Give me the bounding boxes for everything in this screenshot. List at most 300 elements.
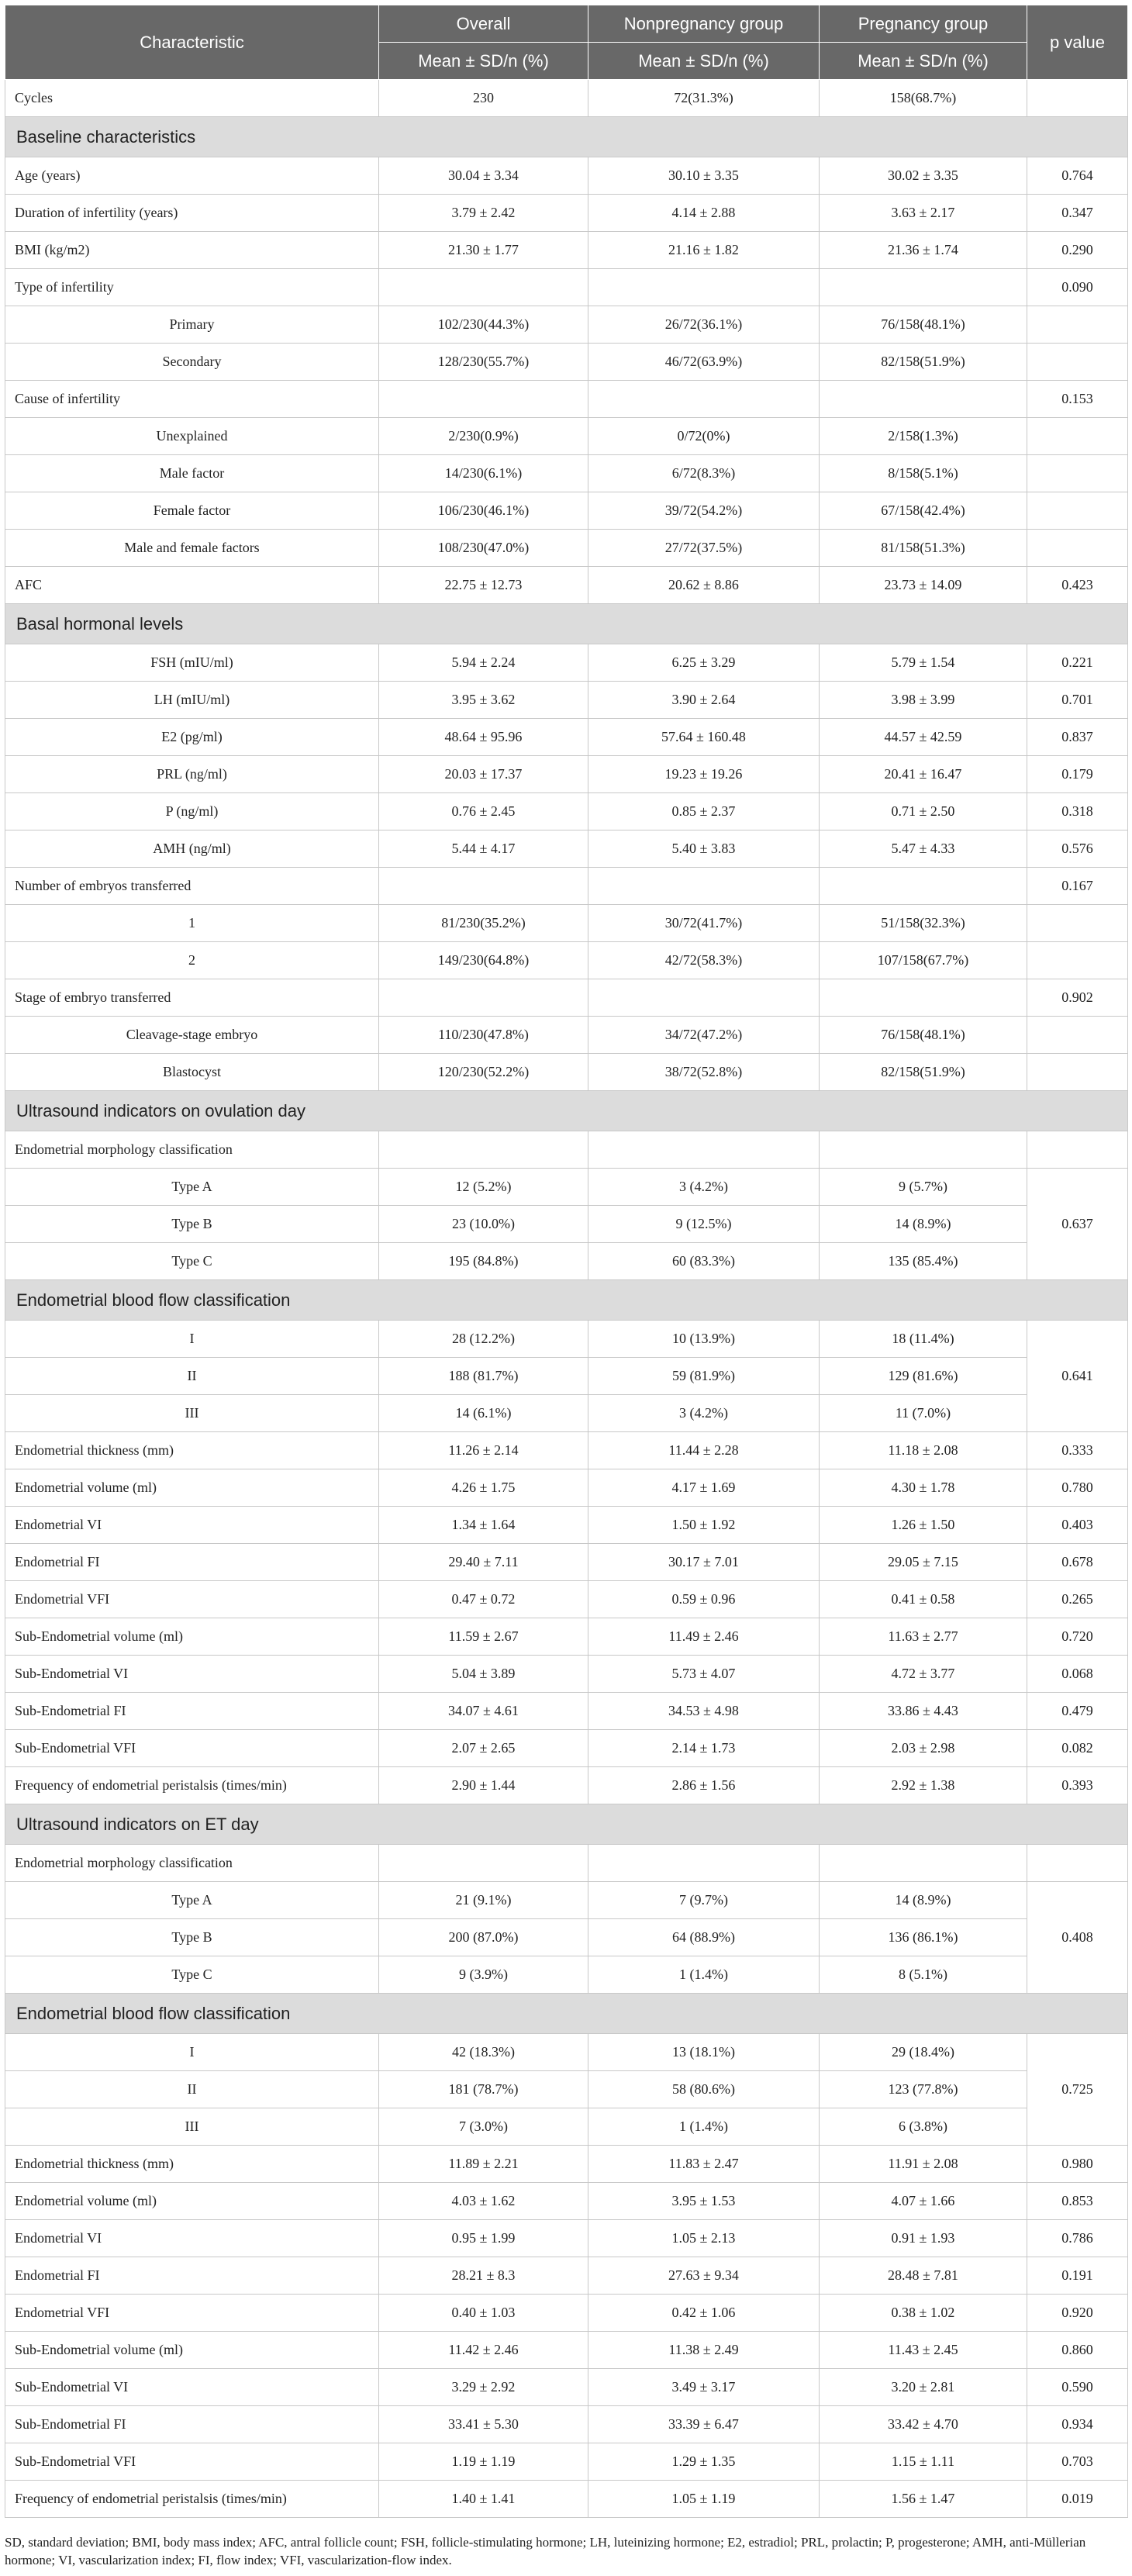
cell-overall: 28 (12.2%) bbox=[379, 1321, 588, 1358]
cell-nonpregnancy: 59 (81.9%) bbox=[588, 1358, 820, 1395]
table-row bbox=[5, 1206, 1128, 1243]
cell-overall: 3.29 ± 2.92 bbox=[379, 2369, 588, 2406]
row-label: Endometrial FI bbox=[5, 1544, 379, 1581]
row-label: I bbox=[5, 1321, 379, 1358]
row-label: Secondary bbox=[5, 344, 379, 381]
cell-pregnancy bbox=[820, 1131, 1027, 1169]
row-label: Endometrial VI bbox=[5, 2220, 379, 2257]
table-row bbox=[5, 2295, 1128, 2332]
row-label: Type B bbox=[5, 1919, 379, 1956]
header-p-value: p value bbox=[1027, 5, 1128, 80]
cell-overall: 128/230(55.7%) bbox=[379, 344, 588, 381]
cell-overall: 21.30 ± 1.77 bbox=[379, 232, 588, 269]
cell-pregnancy: 67/158(42.4%) bbox=[820, 492, 1027, 530]
cell-nonpregnancy: 30.10 ± 3.35 bbox=[588, 157, 820, 195]
cell-overall bbox=[379, 269, 588, 306]
row-label: AMH (ng/ml) bbox=[5, 830, 379, 868]
row-label: Unexplained bbox=[5, 418, 379, 455]
table-row bbox=[5, 2481, 1128, 2518]
cell-nonpregnancy: 0.59 ± 0.96 bbox=[588, 1581, 820, 1618]
row-label: Sub-Endometrial VI bbox=[5, 2369, 379, 2406]
table-row bbox=[5, 1054, 1128, 1091]
cell-overall: 108/230(47.0%) bbox=[379, 530, 588, 567]
cell-nonpregnancy bbox=[588, 1845, 820, 1882]
row-label: Age (years) bbox=[5, 157, 379, 195]
cell-pregnancy: 136 (86.1%) bbox=[820, 1919, 1027, 1956]
cell-p-value: 0.920 bbox=[1027, 2295, 1128, 2332]
row-label: AFC bbox=[5, 567, 379, 604]
cell-nonpregnancy: 3 (4.2%) bbox=[588, 1395, 820, 1432]
table-row bbox=[5, 1693, 1128, 1730]
row-label: Type C bbox=[5, 1243, 379, 1280]
row-label: Type A bbox=[5, 1882, 379, 1919]
cell-overall: 12 (5.2%) bbox=[379, 1169, 588, 1206]
cell-nonpregnancy bbox=[588, 979, 820, 1017]
cell-p-value bbox=[1027, 905, 1128, 942]
cell-nonpregnancy: 0.42 ± 1.06 bbox=[588, 2295, 820, 2332]
cell-nonpregnancy: 0/72(0%) bbox=[588, 418, 820, 455]
cell-p-value: 0.090 bbox=[1027, 269, 1128, 306]
table-row bbox=[5, 2183, 1128, 2220]
cell-pregnancy: 82/158(51.9%) bbox=[820, 1054, 1027, 1091]
cell-pregnancy: 129 (81.6%) bbox=[820, 1358, 1027, 1395]
cell-nonpregnancy bbox=[588, 868, 820, 905]
cell-overall: 29.40 ± 7.11 bbox=[379, 1544, 588, 1581]
row-label: Sub-Endometrial FI bbox=[5, 1693, 379, 1730]
characteristics-table bbox=[5, 5, 1128, 2518]
cell-pregnancy: 0.71 ± 2.50 bbox=[820, 793, 1027, 830]
cell-pregnancy bbox=[820, 1845, 1027, 1882]
cell-nonpregnancy: 1 (1.4%) bbox=[588, 2108, 820, 2146]
cell-nonpregnancy: 5.40 ± 3.83 bbox=[588, 830, 820, 868]
cell-overall: 14 (6.1%) bbox=[379, 1395, 588, 1432]
table-row bbox=[5, 455, 1128, 492]
cell-nonpregnancy: 1.29 ± 1.35 bbox=[588, 2443, 820, 2481]
cell-pregnancy: 33.86 ± 4.43 bbox=[820, 1693, 1027, 1730]
cell-p-value: 0.701 bbox=[1027, 682, 1128, 719]
row-label: Type A bbox=[5, 1169, 379, 1206]
cell-nonpregnancy: 42/72(58.3%) bbox=[588, 942, 820, 979]
cell-nonpregnancy: 34/72(47.2%) bbox=[588, 1017, 820, 1054]
row-label: Endometrial volume (ml) bbox=[5, 1469, 379, 1507]
table-row bbox=[5, 1507, 1128, 1544]
cell-pregnancy: 3.20 ± 2.81 bbox=[820, 2369, 1027, 2406]
cell-overall: 1.34 ± 1.64 bbox=[379, 1507, 588, 1544]
row-label: Sub-Endometrial volume (ml) bbox=[5, 1618, 379, 1656]
cell-pregnancy: 135 (85.4%) bbox=[820, 1243, 1027, 1280]
cell-nonpregnancy: 38/72(52.8%) bbox=[588, 1054, 820, 1091]
cell-pregnancy: 107/158(67.7%) bbox=[820, 942, 1027, 979]
table-row bbox=[5, 830, 1128, 868]
cell-overall bbox=[379, 868, 588, 905]
table-row bbox=[5, 2220, 1128, 2257]
cell-pregnancy: 8/158(5.1%) bbox=[820, 455, 1027, 492]
cell-p-value bbox=[1027, 418, 1128, 455]
cell-overall: 5.44 ± 4.17 bbox=[379, 830, 588, 868]
cell-overall: 102/230(44.3%) bbox=[379, 306, 588, 344]
cell-nonpregnancy: 30.17 ± 7.01 bbox=[588, 1544, 820, 1581]
table-row bbox=[5, 1919, 1128, 1956]
table-row bbox=[5, 1395, 1128, 1432]
cell-pregnancy: 0.41 ± 0.58 bbox=[820, 1581, 1027, 1618]
table-row bbox=[5, 719, 1128, 756]
header-overall: Overall bbox=[379, 5, 588, 43]
table-row bbox=[5, 1767, 1128, 1804]
cell-pregnancy: 21.36 ± 1.74 bbox=[820, 232, 1027, 269]
header-nonpregnancy-sub: Mean ± SD/n (%) bbox=[588, 43, 820, 80]
row-label: Male and female factors bbox=[5, 530, 379, 567]
cell-pregnancy: 4.30 ± 1.78 bbox=[820, 1469, 1027, 1507]
cell-nonpregnancy: 57.64 ± 160.48 bbox=[588, 719, 820, 756]
cell-pregnancy bbox=[820, 868, 1027, 905]
table-row bbox=[5, 1017, 1128, 1054]
cell-pregnancy: 82/158(51.9%) bbox=[820, 344, 1027, 381]
cell-pregnancy bbox=[820, 269, 1027, 306]
row-label: Endometrial VFI bbox=[5, 1581, 379, 1618]
cell-p-value bbox=[1027, 80, 1128, 117]
table-row bbox=[5, 1358, 1128, 1395]
row-label: Sub-Endometrial VFI bbox=[5, 1730, 379, 1767]
cell-pregnancy: 11.63 ± 2.77 bbox=[820, 1618, 1027, 1656]
cell-nonpregnancy: 5.73 ± 4.07 bbox=[588, 1656, 820, 1693]
cell-pregnancy: 5.79 ± 1.54 bbox=[820, 644, 1027, 682]
cell-overall: 21 (9.1%) bbox=[379, 1882, 588, 1919]
table-row bbox=[5, 1581, 1128, 1618]
cell-pregnancy: 14 (8.9%) bbox=[820, 1206, 1027, 1243]
row-label: Type of infertility bbox=[5, 269, 379, 306]
cell-pregnancy: 3.63 ± 2.17 bbox=[820, 195, 1027, 232]
cell-p-value bbox=[1027, 1845, 1128, 1882]
cell-nonpregnancy: 1.05 ± 2.13 bbox=[588, 2220, 820, 2257]
cell-nonpregnancy: 3 (4.2%) bbox=[588, 1169, 820, 1206]
cell-p-value: 0.191 bbox=[1027, 2257, 1128, 2295]
table-row bbox=[5, 942, 1128, 979]
table-row bbox=[5, 195, 1128, 232]
cell-p-value: 0.068 bbox=[1027, 1656, 1128, 1693]
row-label: Endometrial thickness (mm) bbox=[5, 1432, 379, 1469]
table-header bbox=[5, 5, 1128, 80]
table-row bbox=[5, 492, 1128, 530]
cell-pregnancy: 33.42 ± 4.70 bbox=[820, 2406, 1027, 2443]
table-row bbox=[5, 530, 1128, 567]
table-row bbox=[5, 1432, 1128, 1469]
cell-overall: 7 (3.0%) bbox=[379, 2108, 588, 2146]
row-label: Type C bbox=[5, 1956, 379, 1994]
table-row bbox=[5, 1321, 1128, 1358]
row-label: I bbox=[5, 2034, 379, 2071]
cell-overall: 5.04 ± 3.89 bbox=[379, 1656, 588, 1693]
table-row bbox=[5, 80, 1128, 117]
cell-nonpregnancy: 1.05 ± 1.19 bbox=[588, 2481, 820, 2518]
cell-overall bbox=[379, 1131, 588, 1169]
table-row bbox=[5, 1469, 1128, 1507]
row-label: Stage of embryo transferred bbox=[5, 979, 379, 1017]
row-label: LH (mIU/ml) bbox=[5, 682, 379, 719]
cell-nonpregnancy: 4.14 ± 2.88 bbox=[588, 195, 820, 232]
cell-nonpregnancy: 26/72(36.1%) bbox=[588, 306, 820, 344]
cell-pregnancy: 1.15 ± 1.11 bbox=[820, 2443, 1027, 2481]
cell-overall: 14/230(6.1%) bbox=[379, 455, 588, 492]
cell-overall: 200 (87.0%) bbox=[379, 1919, 588, 1956]
row-label: Sub-Endometrial FI bbox=[5, 2406, 379, 2443]
cell-pregnancy: 28.48 ± 7.81 bbox=[820, 2257, 1027, 2295]
cell-overall bbox=[379, 1845, 588, 1882]
row-label: Cleavage-stage embryo bbox=[5, 1017, 379, 1054]
cell-p-value: 0.221 bbox=[1027, 644, 1128, 682]
row-label: Endometrial morphology classification bbox=[5, 1845, 379, 1882]
table-row bbox=[5, 2332, 1128, 2369]
cell-p-value: 0.082 bbox=[1027, 1730, 1128, 1767]
cell-overall: 11.26 ± 2.14 bbox=[379, 1432, 588, 1469]
table-row bbox=[5, 306, 1128, 344]
section-title: Ultrasound indicators on ET day bbox=[5, 1804, 1128, 1845]
cell-pregnancy: 5.47 ± 4.33 bbox=[820, 830, 1027, 868]
row-label: Sub-Endometrial VFI bbox=[5, 2443, 379, 2481]
header-pregnancy: Pregnancy group bbox=[820, 5, 1027, 43]
cell-nonpregnancy: 34.53 ± 4.98 bbox=[588, 1693, 820, 1730]
table-row bbox=[5, 1730, 1128, 1767]
cell-p-value bbox=[1027, 942, 1128, 979]
cell-pregnancy: 14 (8.9%) bbox=[820, 1882, 1027, 1919]
cell-p-value: 0.641 bbox=[1027, 1321, 1128, 1432]
table-row bbox=[5, 2257, 1128, 2295]
cell-p-value: 0.720 bbox=[1027, 1618, 1128, 1656]
cell-nonpregnancy bbox=[588, 1131, 820, 1169]
row-label: Type B bbox=[5, 1206, 379, 1243]
table-row bbox=[5, 979, 1128, 1017]
cell-overall: 0.40 ± 1.03 bbox=[379, 2295, 588, 2332]
row-label: III bbox=[5, 2108, 379, 2146]
cell-p-value: 0.403 bbox=[1027, 1507, 1128, 1544]
cell-nonpregnancy: 60 (83.3%) bbox=[588, 1243, 820, 1280]
cell-overall: 28.21 ± 8.3 bbox=[379, 2257, 588, 2295]
cell-p-value: 0.860 bbox=[1027, 2332, 1128, 2369]
row-label: II bbox=[5, 2071, 379, 2108]
table-row bbox=[5, 868, 1128, 905]
cell-p-value: 0.265 bbox=[1027, 1581, 1128, 1618]
row-label: III bbox=[5, 1395, 379, 1432]
cell-pregnancy: 76/158(48.1%) bbox=[820, 1017, 1027, 1054]
header-overall-sub: Mean ± SD/n (%) bbox=[379, 43, 588, 80]
cell-p-value: 0.637 bbox=[1027, 1169, 1128, 1280]
row-label: Number of embryos transferred bbox=[5, 868, 379, 905]
cell-nonpregnancy: 11.83 ± 2.47 bbox=[588, 2146, 820, 2183]
cell-nonpregnancy: 39/72(54.2%) bbox=[588, 492, 820, 530]
row-label: PRL (ng/ml) bbox=[5, 756, 379, 793]
cell-pregnancy: 2.03 ± 2.98 bbox=[820, 1730, 1027, 1767]
cell-nonpregnancy: 11.44 ± 2.28 bbox=[588, 1432, 820, 1469]
section-row bbox=[5, 604, 1128, 644]
section-title: Baseline characteristics bbox=[5, 117, 1128, 157]
row-label: Frequency of endometrial peristalsis (times/min) bbox=[5, 1767, 379, 1804]
table-row bbox=[5, 793, 1128, 830]
cell-p-value: 0.153 bbox=[1027, 381, 1128, 418]
cell-overall: 2.90 ± 1.44 bbox=[379, 1767, 588, 1804]
cell-pregnancy: 123 (77.8%) bbox=[820, 2071, 1027, 2108]
table-row bbox=[5, 905, 1128, 942]
cell-pregnancy bbox=[820, 979, 1027, 1017]
cell-p-value: 0.780 bbox=[1027, 1469, 1128, 1507]
cell-pregnancy: 8 (5.1%) bbox=[820, 1956, 1027, 1994]
cell-overall: 11.59 ± 2.67 bbox=[379, 1618, 588, 1656]
cell-pregnancy: 51/158(32.3%) bbox=[820, 905, 1027, 942]
cell-nonpregnancy bbox=[588, 381, 820, 418]
table-row bbox=[5, 1845, 1128, 1882]
cell-overall: 2/230(0.9%) bbox=[379, 418, 588, 455]
cell-overall: 0.47 ± 0.72 bbox=[379, 1581, 588, 1618]
table-row bbox=[5, 232, 1128, 269]
row-label: Cycles bbox=[5, 80, 379, 117]
cell-overall: 30.04 ± 3.34 bbox=[379, 157, 588, 195]
cell-overall: 188 (81.7%) bbox=[379, 1358, 588, 1395]
section-row bbox=[5, 117, 1128, 157]
header-pregnancy-sub: Mean ± SD/n (%) bbox=[820, 43, 1027, 80]
row-label: Duration of infertility (years) bbox=[5, 195, 379, 232]
cell-overall: 110/230(47.8%) bbox=[379, 1017, 588, 1054]
table-row bbox=[5, 269, 1128, 306]
cell-nonpregnancy: 10 (13.9%) bbox=[588, 1321, 820, 1358]
row-label: Female factor bbox=[5, 492, 379, 530]
cell-nonpregnancy: 64 (88.9%) bbox=[588, 1919, 820, 1956]
table-row bbox=[5, 2443, 1128, 2481]
table-row bbox=[5, 2406, 1128, 2443]
table-row bbox=[5, 2034, 1128, 2071]
cell-p-value bbox=[1027, 344, 1128, 381]
cell-nonpregnancy: 1.50 ± 1.92 bbox=[588, 1507, 820, 1544]
row-label: Male factor bbox=[5, 455, 379, 492]
cell-nonpregnancy: 20.62 ± 8.86 bbox=[588, 567, 820, 604]
cell-pregnancy: 6 (3.8%) bbox=[820, 2108, 1027, 2146]
row-label: FSH (mIU/ml) bbox=[5, 644, 379, 682]
table-row bbox=[5, 344, 1128, 381]
cell-overall: 120/230(52.2%) bbox=[379, 1054, 588, 1091]
cell-overall: 11.42 ± 2.46 bbox=[379, 2332, 588, 2369]
cell-p-value: 0.678 bbox=[1027, 1544, 1128, 1581]
cell-pregnancy: 2.92 ± 1.38 bbox=[820, 1767, 1027, 1804]
cell-pregnancy: 18 (11.4%) bbox=[820, 1321, 1027, 1358]
cell-overall bbox=[379, 979, 588, 1017]
cell-overall: 22.75 ± 12.73 bbox=[379, 567, 588, 604]
row-label: E2 (pg/ml) bbox=[5, 719, 379, 756]
cell-p-value bbox=[1027, 306, 1128, 344]
cell-nonpregnancy: 58 (80.6%) bbox=[588, 2071, 820, 2108]
table-row bbox=[5, 381, 1128, 418]
cell-nonpregnancy: 11.49 ± 2.46 bbox=[588, 1618, 820, 1656]
cell-overall: 9 (3.9%) bbox=[379, 1956, 588, 1994]
cell-pregnancy: 2/158(1.3%) bbox=[820, 418, 1027, 455]
header-characteristic: Characteristic bbox=[5, 5, 379, 80]
row-label: Endometrial VFI bbox=[5, 2295, 379, 2332]
section-row bbox=[5, 1994, 1128, 2034]
cell-p-value bbox=[1027, 530, 1128, 567]
cell-p-value: 0.934 bbox=[1027, 2406, 1128, 2443]
cell-pregnancy: 1.26 ± 1.50 bbox=[820, 1507, 1027, 1544]
cell-overall: 181 (78.7%) bbox=[379, 2071, 588, 2108]
cell-pregnancy: 29 (18.4%) bbox=[820, 2034, 1027, 2071]
cell-overall: 34.07 ± 4.61 bbox=[379, 1693, 588, 1730]
cell-overall: 4.26 ± 1.75 bbox=[379, 1469, 588, 1507]
cell-p-value: 0.980 bbox=[1027, 2146, 1128, 2183]
cell-pregnancy: 44.57 ± 42.59 bbox=[820, 719, 1027, 756]
table-row bbox=[5, 644, 1128, 682]
cell-nonpregnancy: 46/72(63.9%) bbox=[588, 344, 820, 381]
cell-overall: 5.94 ± 2.24 bbox=[379, 644, 588, 682]
cell-nonpregnancy: 7 (9.7%) bbox=[588, 1882, 820, 1919]
cell-p-value: 0.347 bbox=[1027, 195, 1128, 232]
cell-nonpregnancy: 27.63 ± 9.34 bbox=[588, 2257, 820, 2295]
cell-pregnancy: 158(68.7%) bbox=[820, 80, 1027, 117]
cell-p-value bbox=[1027, 455, 1128, 492]
section-title: Ultrasound indicators on ovulation day bbox=[5, 1091, 1128, 1131]
cell-p-value: 0.179 bbox=[1027, 756, 1128, 793]
cell-p-value: 0.393 bbox=[1027, 1767, 1128, 1804]
cell-overall: 106/230(46.1%) bbox=[379, 492, 588, 530]
cell-p-value: 0.590 bbox=[1027, 2369, 1128, 2406]
row-label: Endometrial VI bbox=[5, 1507, 379, 1544]
table-row bbox=[5, 1544, 1128, 1581]
cell-overall: 1.19 ± 1.19 bbox=[379, 2443, 588, 2481]
cell-nonpregnancy: 0.85 ± 2.37 bbox=[588, 793, 820, 830]
table-row bbox=[5, 1618, 1128, 1656]
cell-p-value: 0.408 bbox=[1027, 1882, 1128, 1994]
cell-nonpregnancy bbox=[588, 269, 820, 306]
row-label: BMI (kg/m2) bbox=[5, 232, 379, 269]
row-label: P (ng/ml) bbox=[5, 793, 379, 830]
cell-pregnancy: 20.41 ± 16.47 bbox=[820, 756, 1027, 793]
row-label: Endometrial FI bbox=[5, 2257, 379, 2295]
cell-pregnancy: 11.43 ± 2.45 bbox=[820, 2332, 1027, 2369]
cell-overall: 1.40 ± 1.41 bbox=[379, 2481, 588, 2518]
cell-pregnancy: 4.07 ± 1.66 bbox=[820, 2183, 1027, 2220]
cell-pregnancy: 11.91 ± 2.08 bbox=[820, 2146, 1027, 2183]
table-row bbox=[5, 567, 1128, 604]
cell-nonpregnancy: 2.14 ± 1.73 bbox=[588, 1730, 820, 1767]
cell-pregnancy: 29.05 ± 7.15 bbox=[820, 1544, 1027, 1581]
cell-p-value: 0.902 bbox=[1027, 979, 1128, 1017]
row-label: Blastocyst bbox=[5, 1054, 379, 1091]
cell-overall: 33.41 ± 5.30 bbox=[379, 2406, 588, 2443]
row-label: Endometrial morphology classification bbox=[5, 1131, 379, 1169]
cell-overall bbox=[379, 381, 588, 418]
table-row bbox=[5, 1131, 1128, 1169]
table-row bbox=[5, 2071, 1128, 2108]
cell-overall: 23 (10.0%) bbox=[379, 1206, 588, 1243]
section-title: Basal hormonal levels bbox=[5, 604, 1128, 644]
cell-p-value: 0.167 bbox=[1027, 868, 1128, 905]
section-row bbox=[5, 1280, 1128, 1321]
cell-p-value: 0.019 bbox=[1027, 2481, 1128, 2518]
table-row bbox=[5, 418, 1128, 455]
row-label: Primary bbox=[5, 306, 379, 344]
table-body bbox=[5, 80, 1128, 2518]
cell-pregnancy: 76/158(48.1%) bbox=[820, 306, 1027, 344]
cell-pregnancy: 3.98 ± 3.99 bbox=[820, 682, 1027, 719]
table-row bbox=[5, 1169, 1128, 1206]
cell-p-value: 0.290 bbox=[1027, 232, 1128, 269]
cell-nonpregnancy: 9 (12.5%) bbox=[588, 1206, 820, 1243]
table-row bbox=[5, 1243, 1128, 1280]
cell-nonpregnancy: 3.90 ± 2.64 bbox=[588, 682, 820, 719]
row-label: 2 bbox=[5, 942, 379, 979]
cell-pregnancy: 30.02 ± 3.35 bbox=[820, 157, 1027, 195]
cell-p-value: 0.837 bbox=[1027, 719, 1128, 756]
header-nonpregnancy: Nonpregnancy group bbox=[588, 5, 820, 43]
table-row bbox=[5, 2146, 1128, 2183]
cell-p-value bbox=[1027, 492, 1128, 530]
row-label: 1 bbox=[5, 905, 379, 942]
cell-nonpregnancy: 13 (18.1%) bbox=[588, 2034, 820, 2071]
cell-nonpregnancy: 2.86 ± 1.56 bbox=[588, 1767, 820, 1804]
